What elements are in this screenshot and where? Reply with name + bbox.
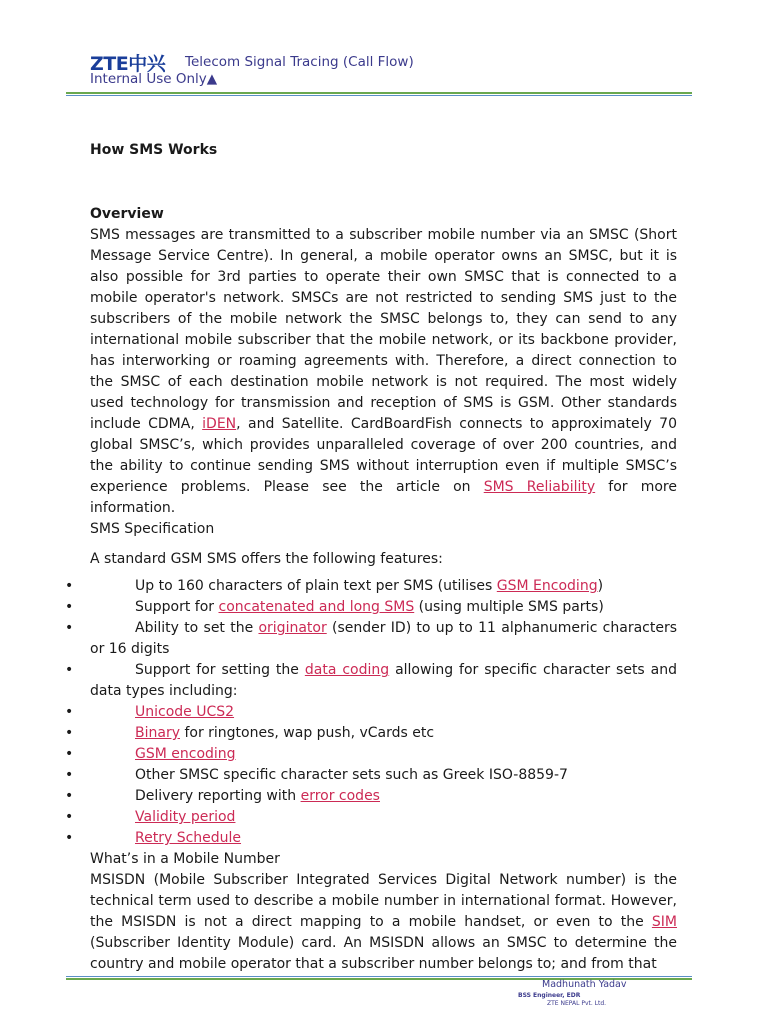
- footer-company: ZTE NEPAL Pvt. Ltd.: [547, 1000, 607, 1007]
- list-item: • Support for concatenated and long SMS (using multiple SMS parts): [90, 597, 677, 618]
- list-link[interactable]: Validity period: [135, 809, 236, 825]
- overview-paragraph: SMS messages are transmitted to a subscriber mobile number via an SMSC (Short Message Service Centre). In general, a mobile operator owns an SMSC, but it is also possible for 3rd parties to operate their own SMSC that is connected to a mobile operator's network. SMSCs are not restricted to sending SMS just to the subscribers of the mobile network the SMSC belongs to, they can send to any international mobile subscriber that the mobile network, or its backbone provider, has interworking or roaming agreements with. Therefore, a direct connection to the SMSC of each destination mobile network is not required. The most widely used technology for transmission and reception of SMS is GSM. Other standards include CDMA, iDEN, and Satellite. CardBoardFish connects to approximately 70 global SMSC’s, which provides unparalleled coverage of over 200 countries, and the ability to continue sending SMS without interruption even if multiple SMSC’s experience problems. Please see the article on SMS Reliability for more information.: [90, 227, 677, 516]
- header-subtitle: Internal Use Only▲: [90, 71, 218, 87]
- footer-role: BSS Engineer, EDR: [518, 992, 581, 999]
- list-link[interactable]: concatenated and long SMS: [218, 599, 415, 615]
- bullet-icon: •: [65, 809, 74, 825]
- bullet-icon: •: [65, 662, 74, 678]
- header-rule: [66, 92, 692, 96]
- list-item: • Other SMSC specific character sets such as Greek ISO-8859-7: [90, 765, 677, 786]
- header-title: Telecom Signal Tracing (Call Flow): [185, 54, 414, 70]
- spec-heading: SMS Specification: [90, 521, 215, 537]
- msisdn-paragraph: MSISDN (Mobile Subscriber Integrated Services Digital Network number) is the technical term used to describe a mobile number in international format. However, the MSISDN is not a direct mapping to a mobile handset, or even to the SIM (Subscriber Identity Module) card. An MSISDN allows an SMSC to determine the country and mobile operator that a subscriber number belongs to; and from that: [90, 872, 677, 972]
- bullet-icon: •: [65, 746, 74, 762]
- link-iden[interactable]: iDEN: [202, 416, 237, 432]
- list-item: [65, 807, 677, 828]
- list-item: • Ability to set the originator (sender ID) to up to 11 alphanumeric characters or 16 digits: [65, 620, 678, 657]
- bullet-icon: •: [65, 725, 74, 741]
- mobile-heading: What’s in a Mobile Number: [90, 851, 280, 867]
- list-item: • Support for setting the data coding allowing for specific character sets and data types including:: [65, 662, 677, 699]
- bullet-icon: •: [65, 788, 74, 804]
- list-link[interactable]: data coding: [304, 662, 390, 678]
- bullet-icon: •: [65, 704, 74, 720]
- list-item: • Delivery reporting with error codes: [90, 786, 677, 807]
- list-link[interactable]: error codes: [300, 788, 380, 804]
- list-item: • Binary for ringtones, wap push, vCards etc: [90, 723, 677, 744]
- footer-author: Madhunath Yadav: [542, 979, 627, 990]
- bullet-icon: •: [65, 578, 74, 594]
- link-sms-reliability[interactable]: SMS Reliability: [483, 479, 596, 495]
- overview-heading: Overview: [90, 206, 164, 222]
- list-link[interactable]: originator: [258, 620, 327, 636]
- list-item: [65, 702, 677, 723]
- spec-intro: A standard GSM SMS offers the following features:: [90, 551, 443, 567]
- document-body: [65, 140, 678, 975]
- list-link[interactable]: GSM encoding: [135, 746, 236, 762]
- list-link[interactable]: Retry Schedule: [135, 830, 242, 846]
- list-link[interactable]: Binary: [135, 725, 180, 741]
- list-item: [65, 744, 677, 765]
- bullet-icon: •: [65, 599, 74, 615]
- list-item: • Up to 160 characters of plain text per SMS (utilises GSM Encoding): [90, 576, 677, 597]
- link-sim[interactable]: SIM: [651, 914, 677, 930]
- list-item: [65, 828, 677, 849]
- list-link[interactable]: GSM Encoding: [496, 578, 598, 594]
- list-link[interactable]: Unicode UCS2: [135, 704, 235, 720]
- doc-title: How SMS Works: [90, 142, 218, 158]
- bullet-icon: •: [65, 620, 74, 636]
- bullet-icon: •: [65, 767, 74, 783]
- bullet-icon: •: [65, 830, 74, 846]
- feature-list: [65, 576, 678, 849]
- zte-logo: ZTE中兴: [90, 53, 166, 75]
